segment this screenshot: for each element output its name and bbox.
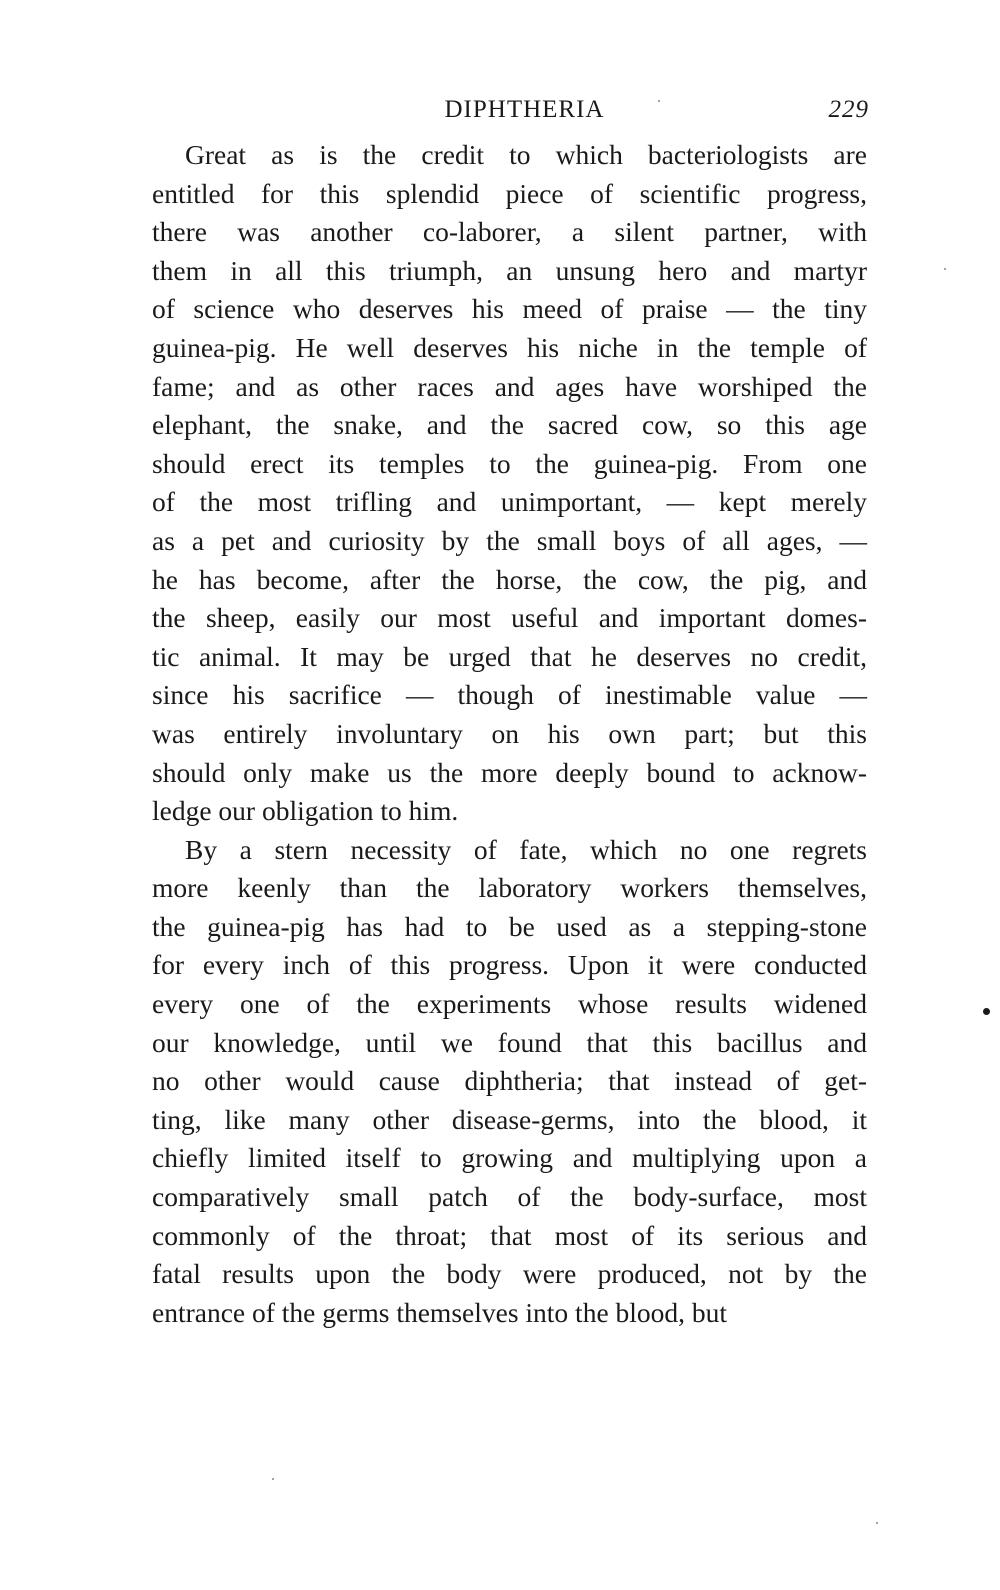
- text-line: elephant, the snake, and the sacred cow, so this age: [152, 409, 867, 441]
- text-line: them in all this triumph, an unsung hero and martyr: [152, 254, 867, 286]
- text-line: Great as is the credit to which bacteriologists are: [185, 139, 867, 170]
- text-line: commonly of the throat; that most of its serious and: [152, 1219, 867, 1251]
- text-line: ledge our obligation to him.: [152, 795, 459, 827]
- text-line: of science who deserves his meed of praise — the tiny: [152, 293, 867, 325]
- text-line: By a stern necessity of fate, which no one regrets: [185, 833, 867, 865]
- text-line: entitled for this splendid piece of scientific progress,: [152, 177, 867, 209]
- scan-speck: [658, 100, 660, 102]
- text-line: the sheep, easily our most useful and important domes-: [152, 602, 867, 634]
- running-title: DIPHTHERIA: [444, 96, 605, 123]
- text-line: should erect its temples to the guinea-pig. From one: [152, 447, 867, 479]
- paragraph-2: [152, 831, 867, 1333]
- text-line: our knowledge, until we found that this bacillus and: [152, 1026, 867, 1058]
- running-head: [152, 96, 867, 136]
- scan-speck: [944, 268, 946, 270]
- text-line: chiefly limited itself to growing and multiplying upon a: [152, 1142, 867, 1174]
- text-line: guinea-pig. He well deserves his niche in the temple of: [152, 331, 867, 363]
- text-line: entrance of the germs themselves into the blood, but: [152, 1296, 728, 1328]
- text-line: there was another co-laborer, a silent partner, with: [152, 216, 867, 248]
- text-line: should only make us the more deeply bound to acknow-: [152, 756, 867, 788]
- text-line: for every inch of this progress. Upon it were conducted: [152, 949, 867, 981]
- text-line: fame; and as other races and ages have worshiped the: [152, 370, 867, 402]
- text-line: tic animal. It may be urged that he deserves no credit,: [152, 640, 867, 672]
- text-line: was entirely involuntary on his own part; but this: [152, 717, 867, 749]
- book-page: [152, 96, 867, 1332]
- text-line: comparatively small patch of the body-surface, most: [152, 1181, 867, 1213]
- text-line: no other would cause diphtheria; that instead of get-: [152, 1065, 867, 1097]
- scan-speck: [876, 1522, 878, 1524]
- text-line: fatal results upon the body were produced, not by the: [152, 1258, 867, 1290]
- text-line: as a pet and curiosity by the small boys of all ages, —: [152, 524, 867, 556]
- text-line: the guinea-pig has had to be used as a stepping-stone: [152, 910, 867, 942]
- text-line: he has become, after the horse, the cow, the pig, and: [152, 563, 867, 595]
- text-line: since his sacrifice — though of inestimable value —: [152, 679, 867, 711]
- paragraph-1: [152, 136, 867, 831]
- text-line: ting, like many other disease-germs, into the blood, it: [152, 1103, 867, 1135]
- text-line: of the most trifling and unimportant, — kept merely: [152, 486, 867, 518]
- margin-ink-dot: [983, 1008, 990, 1015]
- text-line: more keenly than the laboratory workers themselves,: [152, 872, 867, 904]
- body-text: [152, 136, 867, 1332]
- text-line: every one of the experiments whose results widened: [152, 988, 867, 1020]
- page-number: 229: [828, 96, 869, 123]
- scan-speck: [272, 1478, 274, 1480]
